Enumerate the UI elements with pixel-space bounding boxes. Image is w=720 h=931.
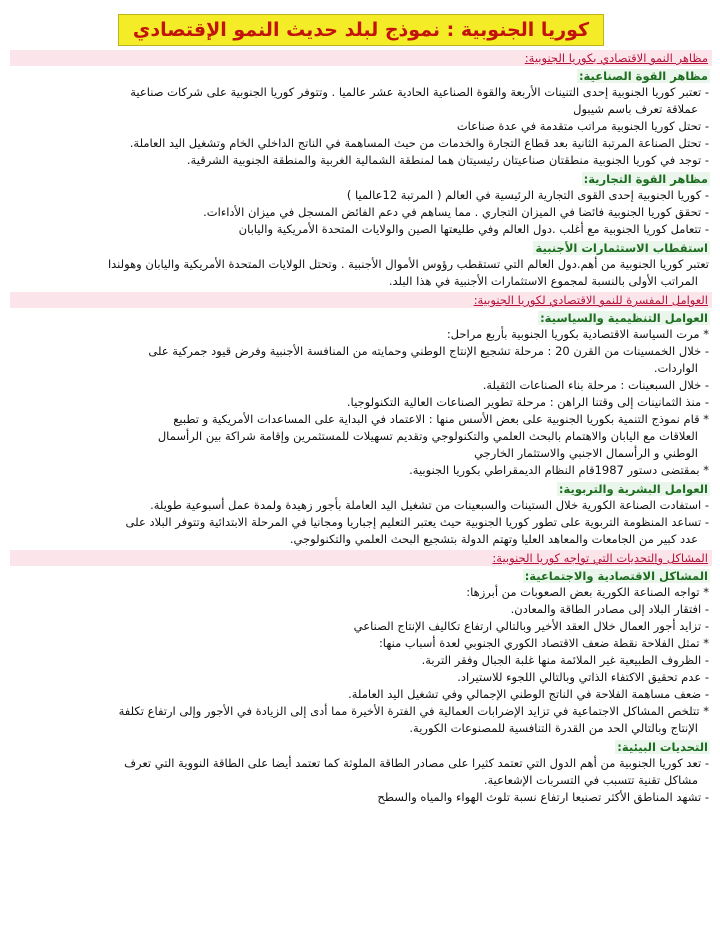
text-line: - خلال السبعينات : مرحلة بناء الصناعات الثقيلة.	[482, 378, 709, 392]
text-line: - استفادت الصناعة الكورية خلال الستينات والسبعينات من تشغيل اليد العاملة بأجور زهيدة ولمدة عمل أسبوعية طويلة.	[150, 498, 709, 512]
text-line: - تحقق كوريا الجنوبية فائضا في الميزان التجاري . مما يساهم في دعم الفائض المسجل في ميزان الأداءات.	[203, 205, 709, 219]
text-line: - تزايد أجور العمال خلال العقد الأخير وبالتالي ارتفاع تكاليف الإنتاج الصناعي	[353, 619, 709, 633]
text-line: * بمقتضى دستور 1987قام النظام الديمقراطي بكوريا الجنوبية.	[409, 463, 709, 477]
text-line: - عدم تحقيق الاكتفاء الذاتي وبالتالي اللجوء للاستيراد.	[457, 670, 709, 684]
page-title: كوريا الجنوبية : نموذج لبلد حديث النمو الإقتصادي	[118, 14, 604, 46]
text-line: - تحتل كوريا الجنوبية مراتب متقدمة في عدة صناعات	[456, 119, 709, 133]
subsection-heading	[10, 171, 712, 187]
text-line: - منذ الثمانينات إلى وقتنا الراهن : مرحلة تطوير الصناعات العالية التكنولوجيا.	[346, 395, 709, 409]
subsection-heading-text: التحديات البيئية:	[617, 740, 708, 754]
subsection-heading	[10, 310, 712, 326]
text-line: عملاقة تعرف باسم شيبول	[573, 102, 698, 116]
subsection-heading-text: العوامل البشرية والتربوية:	[558, 482, 708, 496]
text-line: - خلال الخمسينات من القرن 20 : مرحلة تشجيع الإنتاج الوطني وحمايته من المنافسة الأجنبية وفرض قيود جمركية على	[148, 344, 709, 358]
text-line: - افتقار البلاد إلى مصادر الطاقة والمعادن.	[510, 602, 709, 616]
text-line: - تحتل الصناعة المرتبة الثانية بعد قطاع التجارة والخدمات من حيث المساهمة في الناتج الداخلي الخام وتشغيل اليد العاملة.	[129, 136, 709, 150]
text-line: - توجد في كوريا الجنوبية منطقتان صناعيتان رئيسيتان هما لمنطقة الشمالية الغربية والمنطقة الجنوبية الشرقية.	[186, 153, 709, 167]
subsection-heading-text: استقطاب الاستثمارات الأجنبية	[535, 241, 708, 255]
text-line: المراتب الأولى بالنسبة لمجموع الاستثمارات الأجنبية في هذا البلد.	[388, 274, 698, 288]
subsection-heading-text: العوامل التنظيمية والسياسية:	[540, 311, 708, 325]
text-line: - تعد كوريا الجنوبية من أهم الدول التي تعتمد كثيرا على مصادر الطاقة الملوثة كما تعتمد أيضا على الطاقة النووية التي تعرف	[124, 756, 709, 770]
document-body	[10, 50, 712, 806]
section-heading: العوامل المفسرة للنمو الاقتصادي لكوريا الجنوبية:	[10, 292, 712, 308]
subsection-heading-text: المشاكل الاقتصادية والاجتماعية:	[524, 569, 708, 583]
text-line: عدد كبير من الجامعات والمعاهد العليا وتهتم الدولة بتشجيع البحث العلمي والتكنولوجي.	[289, 532, 698, 546]
subsection-heading	[10, 68, 712, 84]
text-line: - الظروف الطبيعية غير الملائمة منها غلبة الجبال وفقر التربة.	[421, 653, 709, 667]
text-line: العلاقات مع اليابان والاهتمام بالبحث العلمي والتكنولوجي وتقديم تسهيلات للمستثمرين وإقامة شراكة بين الرأسمال	[157, 429, 698, 443]
text-line: - تعتبر كوريا الجنوبية إحدى التنينات الأربعة والقوة الصناعية الحادية عشر عالميا . وتتوفر كوريا الجنوبية على شركات صناعية	[130, 85, 709, 99]
text-line: * تمثل الفلاحة نقطة ضعف الاقتصاد الكوري الجنوبي لعدة أسباب منها:	[378, 636, 709, 650]
text-line: - تساعد المنظومة التربوية على تطور كوريا الجنوبية حيث يعتبر التعليم إجباريا ومجانيا في المرحلة الابتدائية وتتوفر البلاد على	[125, 515, 709, 529]
text-line: * قام نموذج التنمية بكوريا الجنوبية على بعض الأسس منها : الاعتماد في البداية على المساعدات الأمريكية و تطبيع	[173, 412, 709, 426]
text-line: مشاكل تقنية تتسبب في التسربات الإشعاعية.	[483, 773, 698, 787]
subsection-heading	[10, 739, 712, 755]
text-line: - تتعامل كوريا الجنوبية مع أغلب .دول العالم وفي طليعتها الصين والولايات المتحدة الأمريكية واليابان	[238, 222, 709, 236]
text-line: - كوريا الجنوبية إحدى القوى التجارية الرئيسية في العالم ( المرتبة 12عالميا )	[346, 188, 709, 202]
text-line: - ضعف مساهمة الفلاحة في الناتج الوطني الإجمالي وفي تشغيل اليد العاملة.	[348, 687, 709, 701]
subsection-heading-text: مظاهر القوة التجارية:	[583, 172, 708, 186]
text-line: الإنتاج وبالتالي الحد من القدرة التنافسية للمصنوعات الكورية.	[409, 721, 698, 735]
section-heading: مظاهر النمو الاقتصادي بكوريا الجنوبية:	[10, 50, 712, 66]
text-line: الوطني و الرأسمال الاجنبي والاستثمار الخارجي	[474, 446, 698, 460]
text-line: - تشهد المناطق الأكثر تصنيعا ارتفاع نسبة تلوث الهواء والمياه والسطح	[377, 790, 709, 804]
text-line: الواردات.	[653, 361, 698, 375]
text-line: * تواجه الصناعة الكورية بعض الصعوبات من أبرزها:	[466, 585, 709, 599]
subsection-heading	[10, 481, 712, 497]
title-wrap	[10, 14, 712, 46]
text-line: تعتبر كوريا الجنوبية من أهم.دول العالم التي تستقطب رؤوس الأموال الأجنبية . وتحتل الولايات المتحدة الأمريكية واليابان وهولندا	[107, 257, 709, 271]
section-heading: المشاكل والتحديات التي تواجه كوريا الجنوبية:	[10, 550, 712, 566]
text-line: * مرت السياسة الاقتصادية بكوريا الجنوبية بأربع مراحل:	[446, 327, 709, 341]
subsection-heading	[10, 568, 712, 584]
subsection-heading-text: مظاهر القوة الصناعية:	[578, 69, 708, 83]
text-line: * تتلخص المشاكل الاجتماعية في تزايد الإضرابات العمالية في الفترة الأخيرة مما أدى إلى الزيادة في الأجور وإلى ارتفاع تكلفة	[118, 704, 709, 718]
subsection-heading	[10, 240, 712, 256]
